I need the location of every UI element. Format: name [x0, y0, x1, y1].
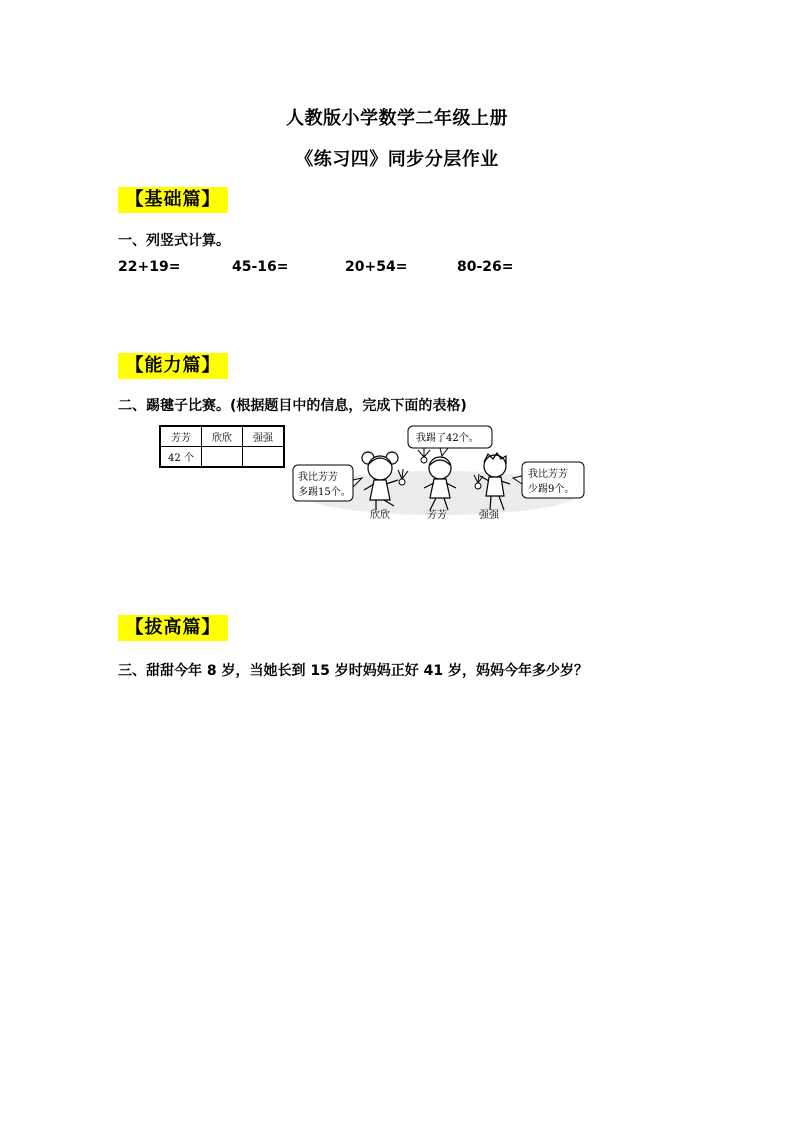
table-cell [243, 447, 285, 468]
table-header-cell: 强强 [243, 426, 285, 447]
shuttlecock-icon [418, 448, 430, 463]
question-1: 一、列竖式计算。 [118, 233, 230, 249]
table-header-cell: 欣欣 [202, 426, 243, 447]
table-header-row [160, 426, 284, 447]
exercise-3: 20+54= [345, 259, 408, 275]
exercise-4: 80-26= [457, 259, 514, 275]
exercise-1: 22+19= [118, 259, 181, 275]
bubble-left-line2: 多踢15个。 [298, 487, 351, 498]
section-advanced-label: 【拔高篇】 [118, 615, 228, 641]
page-title: 人教版小学数学二年级上册 [286, 108, 508, 129]
section-ability-label: 【能力篇】 [118, 353, 228, 379]
bubble-right-line2: 少踢9个。 [528, 484, 575, 495]
question-2: 二、踢毽子比赛。(根据题目中的信息，完成下面的表格) [118, 398, 467, 414]
kick-table [159, 425, 285, 468]
speech-bubble-left [293, 465, 362, 501]
table-cell [202, 447, 243, 468]
exercise-2: 45-16= [232, 259, 289, 275]
table-cell: 42 个 [160, 447, 202, 468]
speech-bubble-right [513, 462, 584, 498]
table-header-cell: 芳芳 [160, 426, 202, 447]
name-fangfang: 芳芳 [427, 510, 447, 521]
speech-bubble-middle [408, 426, 492, 456]
name-xinxin: 欣欣 [370, 510, 390, 521]
question-3: 三、甜甜今年 8 岁，当她长到 15 岁时妈妈正好 41 岁，妈妈今年多少岁？ [118, 663, 588, 679]
table-row [160, 447, 284, 468]
name-qiangqiang: 强强 [479, 510, 499, 521]
bubble-middle-text: 我踢了42个。 [416, 433, 479, 444]
section-basic-label: 【基础篇】 [118, 187, 228, 213]
bubble-right-line1: 我比芳芳 [528, 469, 568, 480]
kids-illustration [290, 418, 590, 523]
page-subtitle: 《练习四》同步分层作业 [295, 149, 499, 170]
bubble-left-line1: 我比芳芳 [298, 472, 338, 483]
